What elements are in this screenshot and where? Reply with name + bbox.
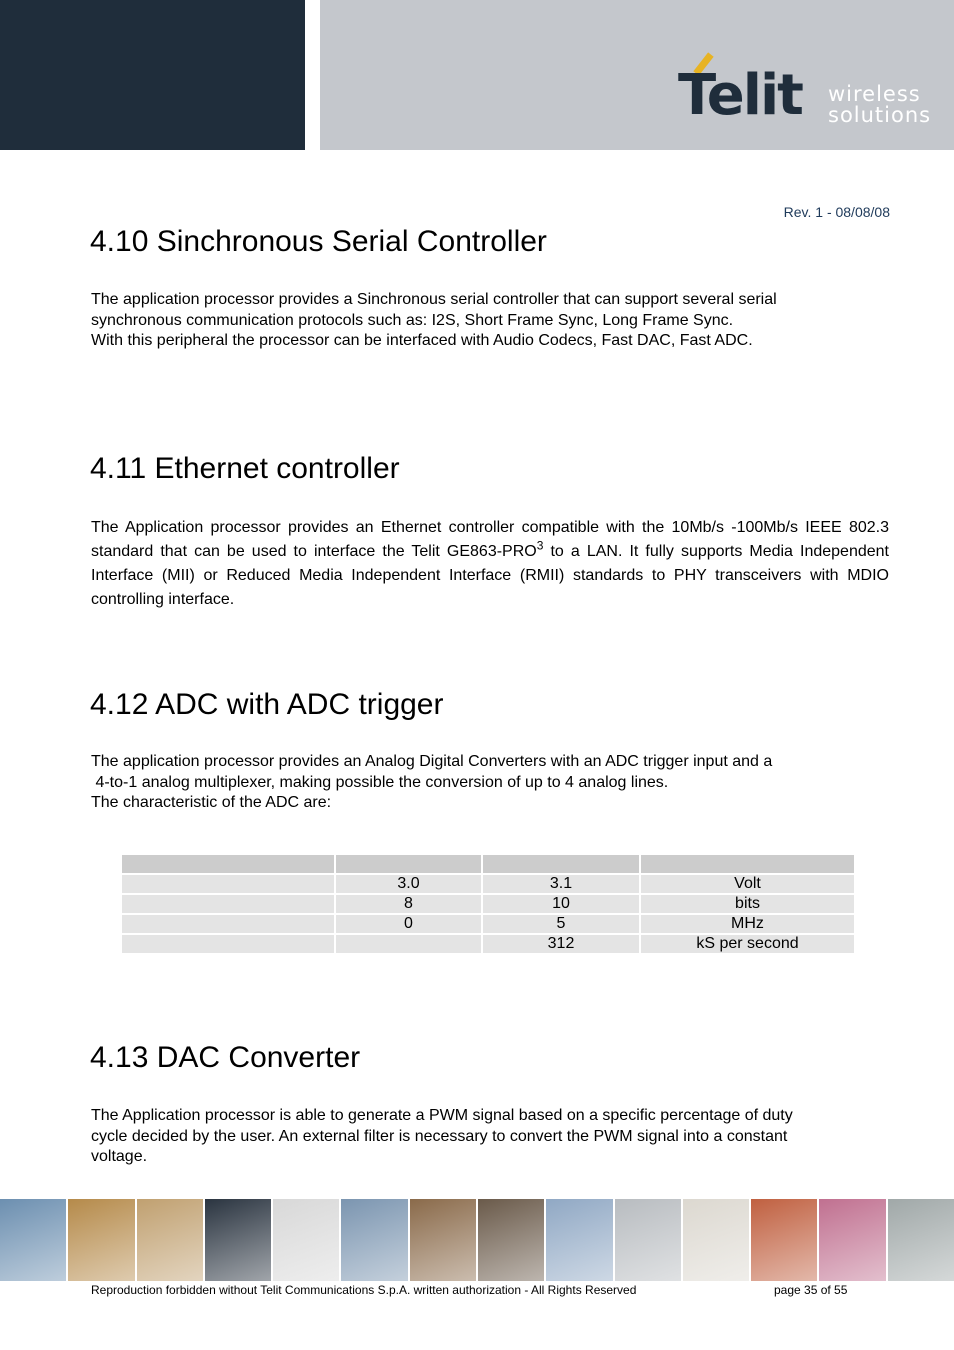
telit-logo xyxy=(678,52,938,132)
photo-tile xyxy=(478,1199,544,1281)
text-run: The Application processor provides an Ethernet controller compatible with the 10Mb/s -100Mb/s IEEE 802.3 standard that can be used to interface the Telit GE863-PRO xyxy=(91,519,889,560)
photo-tile xyxy=(205,1199,271,1281)
table-cell: 0 xyxy=(336,915,481,933)
table-header-cell xyxy=(122,855,334,873)
section-body-4-10 xyxy=(91,290,889,352)
table-header-row xyxy=(122,855,854,873)
table-cell: Volt xyxy=(641,875,854,893)
text-line: The characteristic of the ADC are: xyxy=(91,794,332,811)
table-header-cell xyxy=(641,855,854,873)
table-cell: 5 xyxy=(483,915,639,933)
table-header-cell xyxy=(336,855,481,873)
table-header-cell xyxy=(483,855,639,873)
table-cell xyxy=(122,915,334,933)
footer-copyright: Reproduction forbidden without Telit Communications S.p.A. written authorization - All Rights Reserved xyxy=(91,1283,637,1297)
logo-tagline-line2: solutions xyxy=(828,103,932,127)
text-line: With this peripheral the processor can be interfaced with Audio Codecs, Fast DAC, Fast ADC. xyxy=(91,332,753,349)
text-line: 4-to-1 analog multiplexer, making possible the conversion of up to 4 analog lines. xyxy=(91,773,669,791)
photo-tile xyxy=(683,1199,749,1281)
photo-tile xyxy=(819,1199,885,1281)
section-body-4-12 xyxy=(91,752,889,814)
table-cell xyxy=(122,895,334,913)
table-cell: 8 xyxy=(336,895,481,913)
section-title-4-12: 4.12 ADC with ADC trigger xyxy=(90,688,444,721)
adc-characteristics-table xyxy=(120,853,856,955)
table-cell xyxy=(336,935,481,953)
section-title-4-10: 4.10 Sinchronous Serial Controller xyxy=(90,225,547,258)
text-line: The application processor provides a Sinchronous serial controller that can support several serial xyxy=(91,291,777,308)
photo-tile xyxy=(137,1199,203,1281)
logo-tagline-line1: wireless xyxy=(828,82,921,106)
text-line: synchronous communication protocols such as: I2S, Short Frame Sync, Long Frame Sync. xyxy=(91,311,734,329)
table-cell xyxy=(122,875,334,893)
section-title-4-13: 4.13 DAC Converter xyxy=(90,1041,361,1074)
table-cell: MHz xyxy=(641,915,854,933)
table-cell: kS per second xyxy=(641,935,854,953)
photo-tile xyxy=(273,1199,339,1281)
table-cell: 3.1 xyxy=(483,875,639,893)
header-dark-panel xyxy=(0,0,305,150)
table-row xyxy=(122,895,854,913)
photo-tile xyxy=(341,1199,407,1281)
table-cell: 10 xyxy=(483,895,639,913)
table-row xyxy=(122,915,854,933)
photo-strip xyxy=(0,1199,954,1281)
text-run: to a LAN. It fully supports Media Independent Interface (MII) or Reduced Media Independent Interface (RMII) standards to PHY transceivers with MDIO controlling interface. xyxy=(91,543,889,608)
table-cell: 312 xyxy=(483,935,639,953)
text-line: The Application processor is able to generate a PWM signal based on a specific percentage of duty xyxy=(91,1107,793,1124)
section-title-4-11: 4.11 Ethernet controller xyxy=(90,452,400,485)
page-number: page 35 of 55 xyxy=(774,1283,848,1297)
photo-tile xyxy=(888,1199,954,1281)
table-cell: bits xyxy=(641,895,854,913)
photo-tile xyxy=(68,1199,134,1281)
revision-label: Rev. 1 - 08/08/08 xyxy=(783,204,890,220)
section-body-4-11 xyxy=(91,516,889,612)
photo-tile xyxy=(0,1199,66,1281)
text-line: voltage. xyxy=(91,1148,148,1165)
section-body-4-13 xyxy=(91,1106,889,1168)
table-cell: 3.0 xyxy=(336,875,481,893)
logo-tagline xyxy=(828,84,931,126)
photo-tile xyxy=(751,1199,817,1281)
table-row xyxy=(122,875,854,893)
photo-tile xyxy=(546,1199,612,1281)
logo-word: Telit xyxy=(678,63,802,128)
footnote-marker: 3 xyxy=(536,538,544,553)
text-line: cycle decided by the user. An external filter is necessary to convert the PWM signal into a constant xyxy=(91,1127,788,1145)
photo-tile xyxy=(410,1199,476,1281)
text-line: The application processor provides an Analog Digital Converters with an ADC trigger input and a xyxy=(91,753,773,770)
table-row xyxy=(122,935,854,953)
table-cell xyxy=(122,935,334,953)
photo-tile xyxy=(615,1199,681,1281)
